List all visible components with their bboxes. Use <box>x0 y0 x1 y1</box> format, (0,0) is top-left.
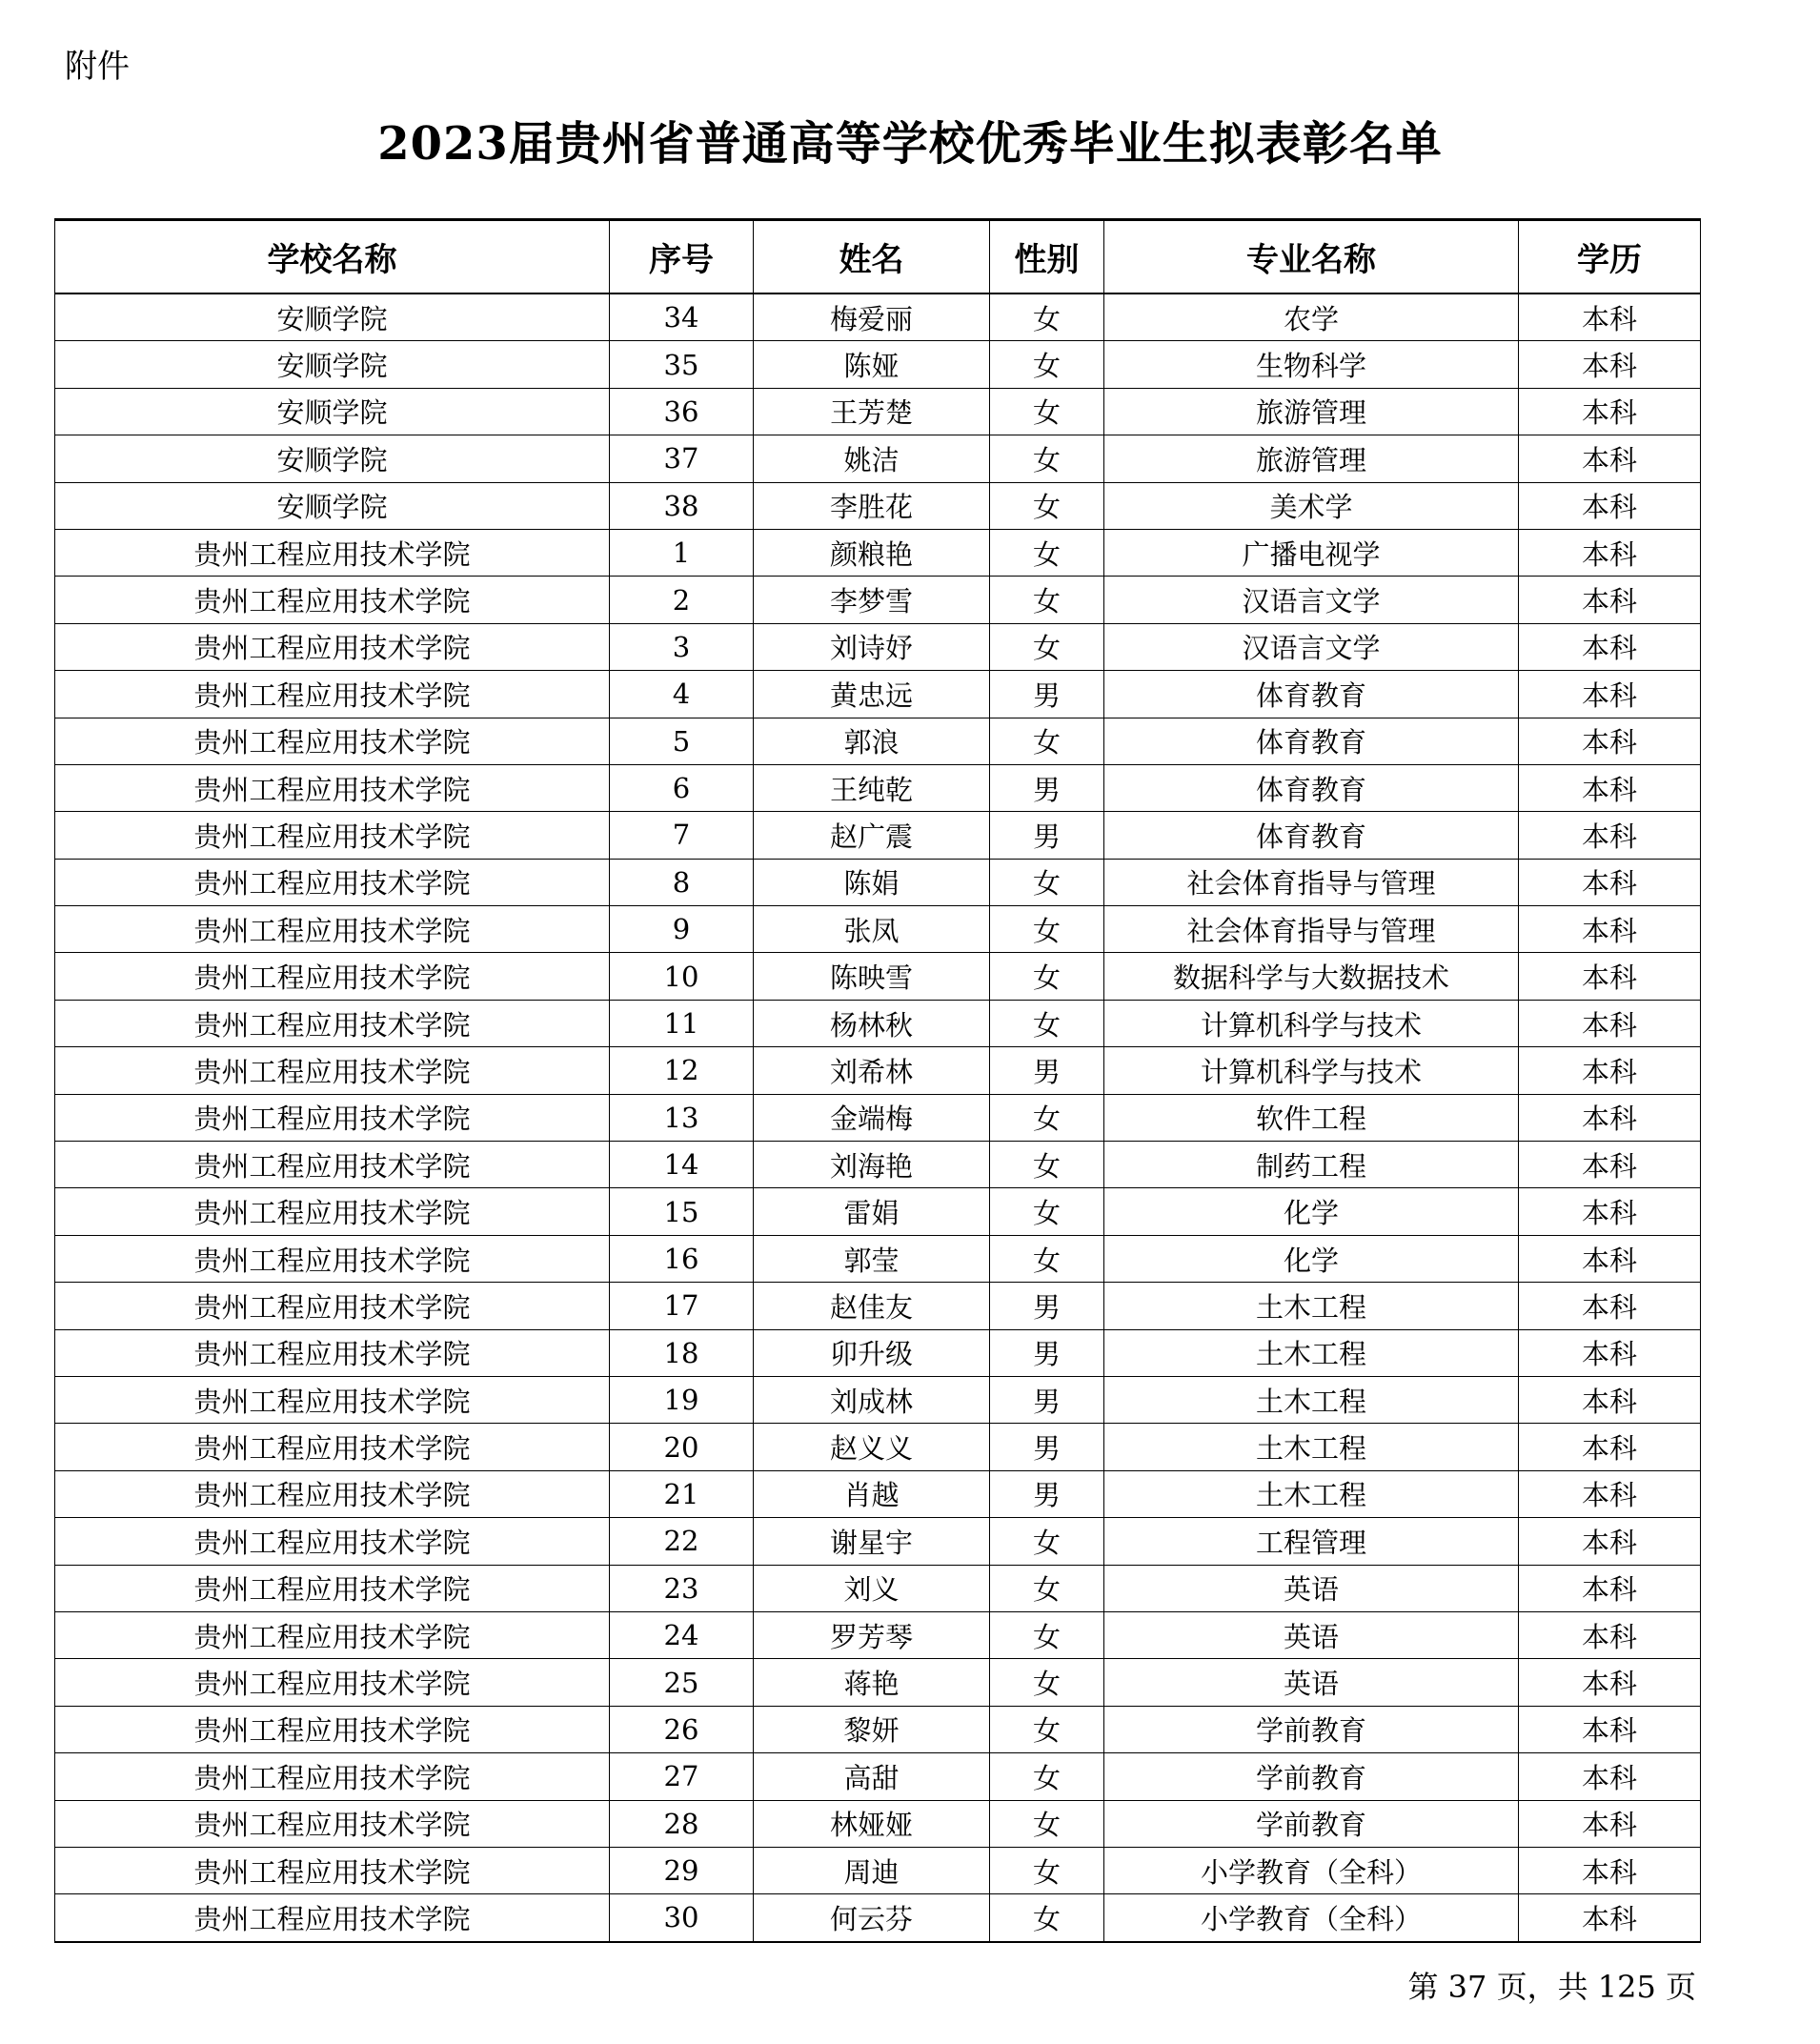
cell-education: 本科 <box>1519 1000 1701 1046</box>
cell-name: 刘希林 <box>754 1047 990 1094</box>
cell-school-name: 贵州工程应用技术学院 <box>55 1000 610 1046</box>
cell-serial-number: 27 <box>610 1753 754 1800</box>
cell-school-name: 贵州工程应用技术学院 <box>55 1142 610 1188</box>
cell-name: 郭浪 <box>754 718 990 764</box>
cell-name: 陈娟 <box>754 859 990 905</box>
cell-name: 何云芬 <box>754 1894 990 1942</box>
cell-school-name: 贵州工程应用技术学院 <box>55 1800 610 1847</box>
header-serial-number: 序号 <box>610 220 754 294</box>
cell-education: 本科 <box>1519 1094 1701 1141</box>
header-gender: 性别 <box>990 220 1104 294</box>
cell-gender: 女 <box>990 1565 1104 1611</box>
cell-serial-number: 21 <box>610 1470 754 1517</box>
cell-school-name: 贵州工程应用技术学院 <box>55 1329 610 1376</box>
cell-major: 学前教育 <box>1104 1706 1519 1752</box>
table-row <box>55 1094 1701 1141</box>
cell-school-name: 贵州工程应用技术学院 <box>55 1518 610 1565</box>
cell-serial-number: 20 <box>610 1424 754 1470</box>
cell-school-name: 贵州工程应用技术学院 <box>55 1235 610 1282</box>
cell-major: 旅游管理 <box>1104 388 1519 435</box>
cell-education: 本科 <box>1519 1188 1701 1235</box>
cell-serial-number: 38 <box>610 482 754 529</box>
cell-major: 体育教育 <box>1104 812 1519 859</box>
cell-gender: 男 <box>990 1047 1104 1094</box>
table-body <box>55 293 1701 1942</box>
cell-education: 本科 <box>1519 1047 1701 1094</box>
table-row <box>55 1659 1701 1706</box>
cell-name: 黎妍 <box>754 1706 990 1752</box>
attachment-label: 附件 <box>65 48 130 86</box>
cell-school-name: 贵州工程应用技术学院 <box>55 906 610 953</box>
cell-education: 本科 <box>1519 1659 1701 1706</box>
cell-serial-number: 12 <box>610 1047 754 1094</box>
cell-name: 罗芳琴 <box>754 1611 990 1658</box>
cell-education: 本科 <box>1519 1424 1701 1470</box>
cell-school-name: 贵州工程应用技术学院 <box>55 1659 610 1706</box>
cell-gender: 女 <box>990 1659 1104 1706</box>
cell-education: 本科 <box>1519 388 1701 435</box>
page-footer <box>1408 1963 1697 2007</box>
table-row <box>55 1047 1701 1094</box>
cell-serial-number: 1 <box>610 529 754 576</box>
table-row <box>55 1753 1701 1800</box>
cell-school-name: 贵州工程应用技术学院 <box>55 953 610 1000</box>
cell-major: 体育教育 <box>1104 671 1519 718</box>
cell-serial-number: 15 <box>610 1188 754 1235</box>
cell-major: 社会体育指导与管理 <box>1104 859 1519 905</box>
cell-name: 刘义 <box>754 1565 990 1611</box>
cell-gender: 男 <box>990 1283 1104 1329</box>
cell-gender: 女 <box>990 1518 1104 1565</box>
cell-school-name: 贵州工程应用技术学院 <box>55 577 610 623</box>
cell-school-name: 安顺学院 <box>55 388 610 435</box>
table-row <box>55 859 1701 905</box>
cell-education: 本科 <box>1519 718 1701 764</box>
cell-school-name: 贵州工程应用技术学院 <box>55 1706 610 1752</box>
cell-serial-number: 9 <box>610 906 754 953</box>
cell-gender: 女 <box>990 1847 1104 1893</box>
header-education: 学历 <box>1519 220 1701 294</box>
cell-serial-number: 35 <box>610 341 754 388</box>
cell-major: 生物科学 <box>1104 341 1519 388</box>
cell-major: 体育教育 <box>1104 718 1519 764</box>
cell-serial-number: 17 <box>610 1283 754 1329</box>
cell-school-name: 贵州工程应用技术学院 <box>55 1894 610 1942</box>
cell-school-name: 贵州工程应用技术学院 <box>55 812 610 859</box>
cell-gender: 女 <box>990 1235 1104 1282</box>
cell-serial-number: 13 <box>610 1094 754 1141</box>
cell-school-name: 贵州工程应用技术学院 <box>55 1283 610 1329</box>
cell-name: 高甜 <box>754 1753 990 1800</box>
cell-serial-number: 34 <box>610 293 754 341</box>
cell-gender: 男 <box>990 1424 1104 1470</box>
cell-serial-number: 30 <box>610 1894 754 1942</box>
table-row <box>55 577 1701 623</box>
cell-gender: 女 <box>990 529 1104 576</box>
cell-education: 本科 <box>1519 812 1701 859</box>
cell-major: 化学 <box>1104 1188 1519 1235</box>
cell-name: 赵义义 <box>754 1424 990 1470</box>
cell-gender: 女 <box>990 388 1104 435</box>
table-row <box>55 1235 1701 1282</box>
table-row <box>55 1188 1701 1235</box>
cell-education: 本科 <box>1519 953 1701 1000</box>
cell-education: 本科 <box>1519 435 1701 482</box>
cell-gender: 男 <box>990 671 1104 718</box>
cell-name: 谢星宇 <box>754 1518 990 1565</box>
cell-gender: 男 <box>990 764 1104 811</box>
cell-name: 陈娅 <box>754 341 990 388</box>
cell-gender: 女 <box>990 1094 1104 1141</box>
cell-serial-number: 37 <box>610 435 754 482</box>
cell-name: 雷娟 <box>754 1188 990 1235</box>
cell-education: 本科 <box>1519 1894 1701 1942</box>
table-row <box>55 1894 1701 1942</box>
cell-serial-number: 6 <box>610 764 754 811</box>
cell-serial-number: 25 <box>610 1659 754 1706</box>
cell-major: 广播电视学 <box>1104 529 1519 576</box>
cell-serial-number: 19 <box>610 1376 754 1423</box>
cell-serial-number: 14 <box>610 1142 754 1188</box>
cell-education: 本科 <box>1519 1376 1701 1423</box>
cell-gender: 女 <box>990 1000 1104 1046</box>
cell-major: 计算机科学与技术 <box>1104 1047 1519 1094</box>
cell-name: 刘诗妤 <box>754 623 990 670</box>
table-row <box>55 1424 1701 1470</box>
cell-school-name: 贵州工程应用技术学院 <box>55 623 610 670</box>
cell-major: 社会体育指导与管理 <box>1104 906 1519 953</box>
cell-name: 王芳楚 <box>754 388 990 435</box>
cell-education: 本科 <box>1519 1470 1701 1517</box>
cell-education: 本科 <box>1519 1706 1701 1752</box>
cell-serial-number: 11 <box>610 1000 754 1046</box>
cell-name: 黄忠远 <box>754 671 990 718</box>
table-row <box>55 341 1701 388</box>
table-row <box>55 1800 1701 1847</box>
cell-education: 本科 <box>1519 1611 1701 1658</box>
cell-serial-number: 3 <box>610 623 754 670</box>
cell-education: 本科 <box>1519 764 1701 811</box>
cell-name: 肖越 <box>754 1470 990 1517</box>
cell-major: 数据科学与大数据技术 <box>1104 953 1519 1000</box>
cell-major: 体育教育 <box>1104 764 1519 811</box>
cell-major: 小学教育（全科） <box>1104 1847 1519 1893</box>
cell-name: 刘成林 <box>754 1376 990 1423</box>
table-row <box>55 1706 1701 1752</box>
cell-gender: 女 <box>990 435 1104 482</box>
cell-name: 赵广震 <box>754 812 990 859</box>
cell-school-name: 贵州工程应用技术学院 <box>55 1565 610 1611</box>
cell-serial-number: 8 <box>610 859 754 905</box>
cell-gender: 女 <box>990 293 1104 341</box>
cell-education: 本科 <box>1519 1753 1701 1800</box>
cell-education: 本科 <box>1519 1142 1701 1188</box>
cell-major: 土木工程 <box>1104 1376 1519 1423</box>
cell-major: 土木工程 <box>1104 1470 1519 1517</box>
cell-school-name: 贵州工程应用技术学院 <box>55 1047 610 1094</box>
cell-education: 本科 <box>1519 1329 1701 1376</box>
cell-school-name: 贵州工程应用技术学院 <box>55 1847 610 1893</box>
header-school-name: 学校名称 <box>55 220 610 294</box>
cell-serial-number: 24 <box>610 1611 754 1658</box>
cell-school-name: 贵州工程应用技术学院 <box>55 1470 610 1517</box>
cell-gender: 女 <box>990 906 1104 953</box>
cell-serial-number: 28 <box>610 1800 754 1847</box>
cell-serial-number: 26 <box>610 1706 754 1752</box>
cell-education: 本科 <box>1519 341 1701 388</box>
cell-gender: 女 <box>990 1188 1104 1235</box>
cell-gender: 男 <box>990 812 1104 859</box>
cell-major: 软件工程 <box>1104 1094 1519 1141</box>
cell-name: 颜粮艳 <box>754 529 990 576</box>
cell-name: 李胜花 <box>754 482 990 529</box>
honoree-table <box>54 218 1701 1943</box>
table-row <box>55 1611 1701 1658</box>
cell-major: 学前教育 <box>1104 1800 1519 1847</box>
cell-name: 赵佳友 <box>754 1283 990 1329</box>
table-row <box>55 953 1701 1000</box>
cell-education: 本科 <box>1519 1518 1701 1565</box>
header-major: 专业名称 <box>1104 220 1519 294</box>
cell-name: 梅爱丽 <box>754 293 990 341</box>
cell-education: 本科 <box>1519 1283 1701 1329</box>
cell-education: 本科 <box>1519 1800 1701 1847</box>
table-row <box>55 529 1701 576</box>
table-row <box>55 1565 1701 1611</box>
table-row <box>55 482 1701 529</box>
table-row <box>55 623 1701 670</box>
cell-major: 汉语言文学 <box>1104 577 1519 623</box>
cell-serial-number: 2 <box>610 577 754 623</box>
cell-gender: 女 <box>990 1706 1104 1752</box>
cell-gender: 女 <box>990 718 1104 764</box>
cell-school-name: 贵州工程应用技术学院 <box>55 1188 610 1235</box>
cell-school-name: 安顺学院 <box>55 293 610 341</box>
cell-major: 计算机科学与技术 <box>1104 1000 1519 1046</box>
cell-major: 美术学 <box>1104 482 1519 529</box>
cell-gender: 男 <box>990 1329 1104 1376</box>
cell-education: 本科 <box>1519 482 1701 529</box>
cell-major: 土木工程 <box>1104 1329 1519 1376</box>
cell-serial-number: 5 <box>610 718 754 764</box>
table-row <box>55 671 1701 718</box>
cell-name: 林娅娅 <box>754 1800 990 1847</box>
cell-education: 本科 <box>1519 293 1701 341</box>
cell-education: 本科 <box>1519 1847 1701 1893</box>
table-row <box>55 388 1701 435</box>
header-name: 姓名 <box>754 220 990 294</box>
table-row <box>55 764 1701 811</box>
cell-serial-number: 4 <box>610 671 754 718</box>
cell-major: 英语 <box>1104 1565 1519 1611</box>
cell-serial-number: 7 <box>610 812 754 859</box>
table-row <box>55 718 1701 764</box>
cell-school-name: 贵州工程应用技术学院 <box>55 1611 610 1658</box>
table-row <box>55 293 1701 341</box>
cell-major: 农学 <box>1104 293 1519 341</box>
cell-gender: 女 <box>990 482 1104 529</box>
cell-education: 本科 <box>1519 906 1701 953</box>
cell-major: 汉语言文学 <box>1104 623 1519 670</box>
cell-name: 郭莹 <box>754 1235 990 1282</box>
cell-serial-number: 16 <box>610 1235 754 1282</box>
cell-name: 李梦雪 <box>754 577 990 623</box>
cell-education: 本科 <box>1519 529 1701 576</box>
table-row <box>55 1847 1701 1893</box>
cell-name: 陈映雪 <box>754 953 990 1000</box>
cell-education: 本科 <box>1519 671 1701 718</box>
cell-school-name: 贵州工程应用技术学院 <box>55 859 610 905</box>
cell-school-name: 贵州工程应用技术学院 <box>55 1424 610 1470</box>
cell-school-name: 贵州工程应用技术学院 <box>55 1094 610 1141</box>
cell-school-name: 贵州工程应用技术学院 <box>55 718 610 764</box>
cell-gender: 女 <box>990 1753 1104 1800</box>
cell-school-name: 安顺学院 <box>55 482 610 529</box>
table-row <box>55 435 1701 482</box>
cell-school-name: 贵州工程应用技术学院 <box>55 1753 610 1800</box>
cell-education: 本科 <box>1519 623 1701 670</box>
cell-gender: 男 <box>990 1470 1104 1517</box>
cell-gender: 女 <box>990 1142 1104 1188</box>
cell-major: 旅游管理 <box>1104 435 1519 482</box>
cell-gender: 女 <box>990 1611 1104 1658</box>
table-row <box>55 1376 1701 1423</box>
cell-gender: 女 <box>990 577 1104 623</box>
cell-name: 蒋艳 <box>754 1659 990 1706</box>
table-row <box>55 1518 1701 1565</box>
table-row <box>55 1283 1701 1329</box>
cell-name: 周迪 <box>754 1847 990 1893</box>
cell-serial-number: 36 <box>610 388 754 435</box>
cell-serial-number: 23 <box>610 1565 754 1611</box>
cell-major: 学前教育 <box>1104 1753 1519 1800</box>
cell-school-name: 贵州工程应用技术学院 <box>55 764 610 811</box>
cell-gender: 女 <box>990 953 1104 1000</box>
cell-name: 刘海艳 <box>754 1142 990 1188</box>
cell-education: 本科 <box>1519 1235 1701 1282</box>
table-row <box>55 812 1701 859</box>
cell-education: 本科 <box>1519 577 1701 623</box>
cell-education: 本科 <box>1519 859 1701 905</box>
cell-name: 王纯乾 <box>754 764 990 811</box>
table-header-row <box>55 220 1701 294</box>
cell-school-name: 安顺学院 <box>55 341 610 388</box>
cell-major: 英语 <box>1104 1659 1519 1706</box>
document-title: 2023届贵州省普通高等学校优秀毕业生拟表彰名单 <box>377 117 1443 171</box>
cell-name: 杨林秋 <box>754 1000 990 1046</box>
cell-school-name: 安顺学院 <box>55 435 610 482</box>
cell-school-name: 贵州工程应用技术学院 <box>55 671 610 718</box>
cell-major: 化学 <box>1104 1235 1519 1282</box>
cell-serial-number: 10 <box>610 953 754 1000</box>
cell-name: 张凤 <box>754 906 990 953</box>
cell-gender: 女 <box>990 623 1104 670</box>
table-row <box>55 906 1701 953</box>
cell-major: 土木工程 <box>1104 1424 1519 1470</box>
cell-major: 土木工程 <box>1104 1283 1519 1329</box>
cell-serial-number: 22 <box>610 1518 754 1565</box>
cell-serial-number: 29 <box>610 1847 754 1893</box>
table-row <box>55 1000 1701 1046</box>
cell-name: 姚洁 <box>754 435 990 482</box>
page-number-text: 第 37 页，共 125 页 <box>1407 1969 1696 2005</box>
cell-major: 小学教育（全科） <box>1104 1894 1519 1942</box>
cell-name: 卯升级 <box>754 1329 990 1376</box>
cell-gender: 男 <box>990 1376 1104 1423</box>
cell-school-name: 贵州工程应用技术学院 <box>55 1376 610 1423</box>
table-row <box>55 1470 1701 1517</box>
cell-school-name: 贵州工程应用技术学院 <box>55 529 610 576</box>
cell-gender: 女 <box>990 1894 1104 1942</box>
cell-serial-number: 18 <box>610 1329 754 1376</box>
cell-major: 制药工程 <box>1104 1142 1519 1188</box>
cell-major: 工程管理 <box>1104 1518 1519 1565</box>
cell-education: 本科 <box>1519 1565 1701 1611</box>
table-row <box>55 1329 1701 1376</box>
cell-major: 英语 <box>1104 1611 1519 1658</box>
table-row <box>55 1142 1701 1188</box>
cell-gender: 女 <box>990 1800 1104 1847</box>
cell-name: 金端梅 <box>754 1094 990 1141</box>
cell-gender: 女 <box>990 341 1104 388</box>
cell-gender: 女 <box>990 859 1104 905</box>
